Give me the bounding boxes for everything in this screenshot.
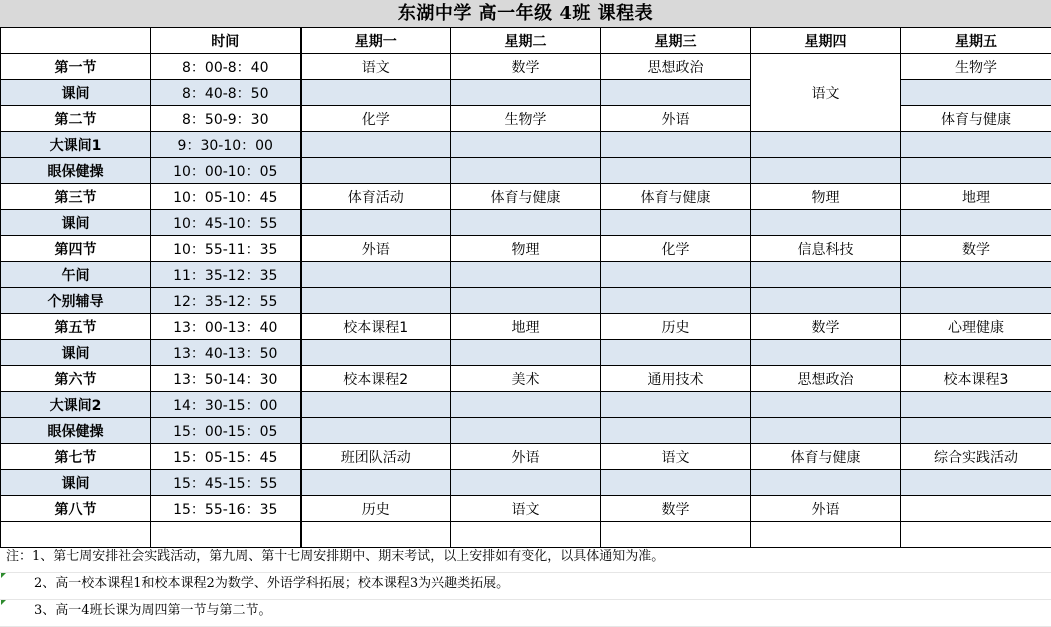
friday-cell: 校本课程3 <box>901 366 1051 392</box>
monday-cell: 语文 <box>301 54 451 80</box>
thursday-cell <box>751 340 901 366</box>
period-time: 15：55-16：35 <box>151 496 301 522</box>
monday-cell <box>301 288 451 314</box>
wednesday-cell <box>601 132 751 158</box>
friday-cell: 体育与健康 <box>901 106 1051 132</box>
period-time: 10：05-10：45 <box>151 184 301 210</box>
tuesday-cell <box>451 288 601 314</box>
thursday-cell: 思想政治 <box>751 366 901 392</box>
empty-cell <box>901 522 1051 548</box>
timetable <box>0 27 1051 548</box>
friday-cell <box>901 80 1051 106</box>
period-label: 课间 <box>1 210 151 236</box>
wednesday-cell <box>601 418 751 444</box>
thursday-merged-cell: 语文 <box>751 54 901 132</box>
tuesday-cell <box>451 132 601 158</box>
tuesday-cell <box>451 418 601 444</box>
empty-cell <box>451 522 601 548</box>
blank-row <box>1 522 1051 548</box>
monday-cell: 体育活动 <box>301 184 451 210</box>
tuesday-cell: 地理 <box>451 314 601 340</box>
thursday-cell: 物理 <box>751 184 901 210</box>
period-time: 14：30-15：00 <box>151 392 301 418</box>
friday-cell <box>901 132 1051 158</box>
tuesday-cell <box>451 158 601 184</box>
comment-marker-icon <box>1 600 6 605</box>
period-time: 10：45-10：55 <box>151 210 301 236</box>
tuesday-cell: 外语 <box>451 444 601 470</box>
thursday-cell: 数学 <box>751 314 901 340</box>
period-time: 15：45-15：55 <box>151 470 301 496</box>
comment-marker-icon <box>1 573 6 578</box>
empty-cell <box>151 522 301 548</box>
period-label: 大课间2 <box>1 392 151 418</box>
thursday-cell <box>751 392 901 418</box>
tuesday-cell: 物理 <box>451 236 601 262</box>
empty-cell <box>601 522 751 548</box>
thursday-header: 星期四 <box>751 28 901 54</box>
thursday-cell <box>751 288 901 314</box>
empty-cell <box>751 522 901 548</box>
schedule-row <box>1 262 1051 288</box>
wednesday-cell <box>601 80 751 106</box>
period-label: 课间 <box>1 340 151 366</box>
period-time: 12：35-12：55 <box>151 288 301 314</box>
monday-cell <box>301 340 451 366</box>
period-label: 大课间1 <box>1 132 151 158</box>
period-label: 第一节 <box>1 54 151 80</box>
tuesday-header: 星期二 <box>451 28 601 54</box>
note-text: 3、高一4班长课为周四第一节与第二节。 <box>34 603 272 618</box>
wednesday-cell: 化学 <box>601 236 751 262</box>
schedule-row <box>1 444 1051 470</box>
schedule-row <box>1 392 1051 418</box>
schedule-row <box>1 470 1051 496</box>
corner-cell <box>1 28 151 54</box>
wednesday-cell <box>601 470 751 496</box>
schedule-row <box>1 366 1051 392</box>
monday-cell <box>301 262 451 288</box>
friday-cell <box>901 340 1051 366</box>
friday-cell <box>901 392 1051 418</box>
wednesday-cell <box>601 210 751 236</box>
note-line-2 <box>0 573 1051 600</box>
thursday-cell <box>751 418 901 444</box>
friday-header: 星期五 <box>901 28 1051 54</box>
notes-section <box>0 546 1051 627</box>
period-time: 13：00-13：40 <box>151 314 301 340</box>
friday-cell <box>901 470 1051 496</box>
period-time: 15：05-15：45 <box>151 444 301 470</box>
wednesday-cell: 通用技术 <box>601 366 751 392</box>
thursday-cell: 外语 <box>751 496 901 522</box>
period-time: 11：35-12：35 <box>151 262 301 288</box>
schedule-row <box>1 132 1051 158</box>
monday-cell: 校本课程2 <box>301 366 451 392</box>
tuesday-cell: 语文 <box>451 496 601 522</box>
thursday-cell <box>751 262 901 288</box>
wednesday-cell: 历史 <box>601 314 751 340</box>
monday-cell <box>301 470 451 496</box>
empty-cell <box>1 522 151 548</box>
friday-cell <box>901 418 1051 444</box>
period-time: 13：40-13：50 <box>151 340 301 366</box>
period-label: 课间 <box>1 470 151 496</box>
schedule-row <box>1 314 1051 340</box>
period-label: 第七节 <box>1 444 151 470</box>
schedule-row <box>1 236 1051 262</box>
monday-cell: 班团队活动 <box>301 444 451 470</box>
period-label: 第三节 <box>1 184 151 210</box>
period-label: 眼保健操 <box>1 418 151 444</box>
wednesday-cell <box>601 288 751 314</box>
period-label: 第五节 <box>1 314 151 340</box>
friday-cell <box>901 262 1051 288</box>
schedule-row <box>1 210 1051 236</box>
schedule-row <box>1 496 1051 522</box>
schedule-row <box>1 288 1051 314</box>
note-text: 2、高一校本课程1和校本课程2为数学、外语学科拓展；校本课程3为兴趣类拓展。 <box>34 576 509 591</box>
monday-cell: 外语 <box>301 236 451 262</box>
period-label: 第六节 <box>1 366 151 392</box>
tuesday-cell: 体育与健康 <box>451 184 601 210</box>
tuesday-cell: 数学 <box>451 54 601 80</box>
period-time: 10：00-10：05 <box>151 158 301 184</box>
monday-cell: 化学 <box>301 106 451 132</box>
wednesday-cell <box>601 158 751 184</box>
thursday-cell <box>751 132 901 158</box>
period-label: 第四节 <box>1 236 151 262</box>
wednesday-cell: 语文 <box>601 444 751 470</box>
schedule-row <box>1 340 1051 366</box>
friday-cell: 地理 <box>901 184 1051 210</box>
monday-cell <box>301 418 451 444</box>
monday-cell <box>301 210 451 236</box>
period-label: 个别辅导 <box>1 288 151 314</box>
friday-cell: 综合实践活动 <box>901 444 1051 470</box>
monday-cell: 校本课程1 <box>301 314 451 340</box>
friday-cell <box>901 158 1051 184</box>
friday-cell <box>901 210 1051 236</box>
thursday-cell <box>751 158 901 184</box>
tuesday-cell <box>451 210 601 236</box>
monday-cell <box>301 80 451 106</box>
period-time: 10：55-11：35 <box>151 236 301 262</box>
schedule-row <box>1 418 1051 444</box>
wednesday-cell <box>601 262 751 288</box>
friday-cell: 心理健康 <box>901 314 1051 340</box>
period-label: 第八节 <box>1 496 151 522</box>
period-time: 8：50-9：30 <box>151 106 301 132</box>
tuesday-cell <box>451 340 601 366</box>
period-label: 眼保健操 <box>1 158 151 184</box>
timetable-title: 东湖中学 高一年级 4班 课程表 <box>0 0 1051 28</box>
wednesday-cell <box>601 340 751 366</box>
schedule-row <box>1 184 1051 210</box>
period-label: 课间 <box>1 80 151 106</box>
tuesday-cell <box>451 262 601 288</box>
period-time: 15：00-15：05 <box>151 418 301 444</box>
friday-cell <box>901 496 1051 522</box>
tuesday-cell: 美术 <box>451 366 601 392</box>
monday-cell: 历史 <box>301 496 451 522</box>
friday-cell <box>901 288 1051 314</box>
tuesday-cell <box>451 392 601 418</box>
period-label: 午间 <box>1 262 151 288</box>
thursday-cell <box>751 210 901 236</box>
header-row <box>1 28 1051 54</box>
monday-cell <box>301 392 451 418</box>
tuesday-cell: 生物学 <box>451 106 601 132</box>
wednesday-header: 星期三 <box>601 28 751 54</box>
thursday-cell <box>751 470 901 496</box>
thursday-cell: 信息科技 <box>751 236 901 262</box>
tuesday-cell <box>451 470 601 496</box>
empty-cell <box>301 522 451 548</box>
period-label: 第二节 <box>1 106 151 132</box>
schedule-row <box>1 158 1051 184</box>
note-line-3 <box>0 600 1051 627</box>
period-time: 8：00-8：40 <box>151 54 301 80</box>
tuesday-cell <box>451 80 601 106</box>
period-time: 13：50-14：30 <box>151 366 301 392</box>
period-time: 9：30-10：00 <box>151 132 301 158</box>
monday-cell <box>301 132 451 158</box>
wednesday-cell: 体育与健康 <box>601 184 751 210</box>
schedule-row <box>1 54 1051 80</box>
friday-cell: 生物学 <box>901 54 1051 80</box>
time-header: 时间 <box>151 28 301 54</box>
note-line-1: 注：1、第七周安排社会实践活动，第九周、第十七周安排期中、期末考试，以上安排如有变化，以具体通知为准。 <box>0 546 1051 573</box>
monday-cell <box>301 158 451 184</box>
thursday-cell: 体育与健康 <box>751 444 901 470</box>
wednesday-cell <box>601 392 751 418</box>
wednesday-cell: 外语 <box>601 106 751 132</box>
monday-header: 星期一 <box>301 28 451 54</box>
period-time: 8：40-8：50 <box>151 80 301 106</box>
wednesday-cell: 思想政治 <box>601 54 751 80</box>
wednesday-cell: 数学 <box>601 496 751 522</box>
friday-cell: 数学 <box>901 236 1051 262</box>
